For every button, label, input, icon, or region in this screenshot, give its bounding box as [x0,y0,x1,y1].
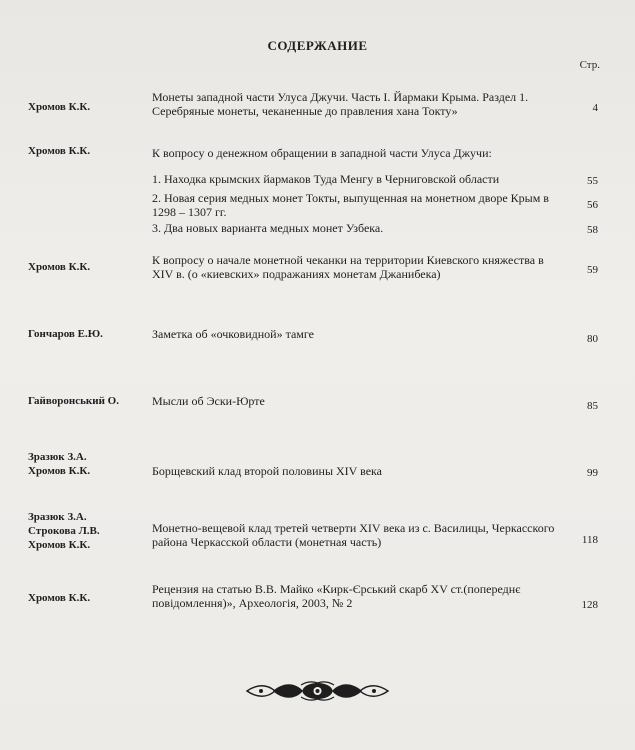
entry-title: К вопросу о денежном обращении в западной части Улуса Джучи: [152,146,492,160]
subitem-page-number: 56 [587,199,598,211]
entry-page-number: 59 [587,264,598,276]
entry-authors [28,260,148,274]
author-name: Гайворонський О. [28,395,119,407]
author-name: Хромов К.К. [28,261,91,273]
author-name: Зразюк З.А. [28,511,87,523]
subitem-page-number: 55 [587,175,598,187]
entry-authors [28,144,148,158]
page-column-header: Стр. [579,59,600,71]
entry-authors [28,394,148,408]
author-name: Хромов К.К. [28,145,91,157]
entry-subitem: 3. Два новых варианта медных монет Узбека. [152,221,384,235]
entry-page-number: 99 [587,467,598,479]
entry-title: К вопросу о начале монетной чеканки на территории Киевского княжества в XIV в. (о «киевских» подражаниях монетам Джанибека) [152,253,544,281]
author-name: Гончаров Е.Ю. [28,328,103,340]
author-name: Хромов К.К. [28,101,91,113]
entry-authors [28,450,148,478]
page-title: СОДЕРЖАНИЕ [267,38,368,53]
decorative-ornament-icon [245,680,390,702]
entry-authors [28,591,148,605]
author-name: Хромов К.К. [28,592,91,604]
entry-subitem: 2. Новая серия медных монет Токты, выпущенная на монетном дворе Крым в 1298 – 1307 гг. [152,191,549,219]
entry-title: Борщевский клад второй половины XIV века [152,464,383,478]
entry-title: Монеты западной части Улуса Джучи. Часть I. Йармаки Крыма. Раздел 1. Серебряные монеты, чеканенные до правления хана Токту» [152,90,529,118]
entry-page-number: 118 [581,534,598,546]
author-name: Хромов К.К. [28,465,91,477]
entry-subitem: 1. Находка крымских йармаков Туда Менгу в Черниговской области [152,172,500,186]
author-name: Хромов К.К. [28,539,91,551]
entry-title: Мысли об Эски-Юрте [152,394,265,408]
entry-authors [28,510,148,552]
entry-page-number: 4 [592,102,598,114]
entry-page-number: 85 [587,400,598,412]
entry-title: Монетно-вещевой клад третей четверти XIV века из с. Василицы, Черкасского района Черкасской области (монетная часть) [152,521,555,549]
entry-authors [28,327,148,341]
entry-authors [28,100,148,114]
entry-title: Рецензия на статью В.В. Майко «Кирк-Єрський скарб XV ст.(попереднє повідомлення)», Археологія, 2003, № 2 [152,582,521,610]
author-name: Строкова Л.В. [28,525,100,537]
subitem-page-number: 58 [587,224,598,236]
author-name: Зразюк З.А. [28,451,87,463]
entry-page-number: 80 [587,333,598,345]
entry-page-number: 128 [581,599,598,611]
entry-title: Заметка об «очковидной» тамге [152,327,314,341]
